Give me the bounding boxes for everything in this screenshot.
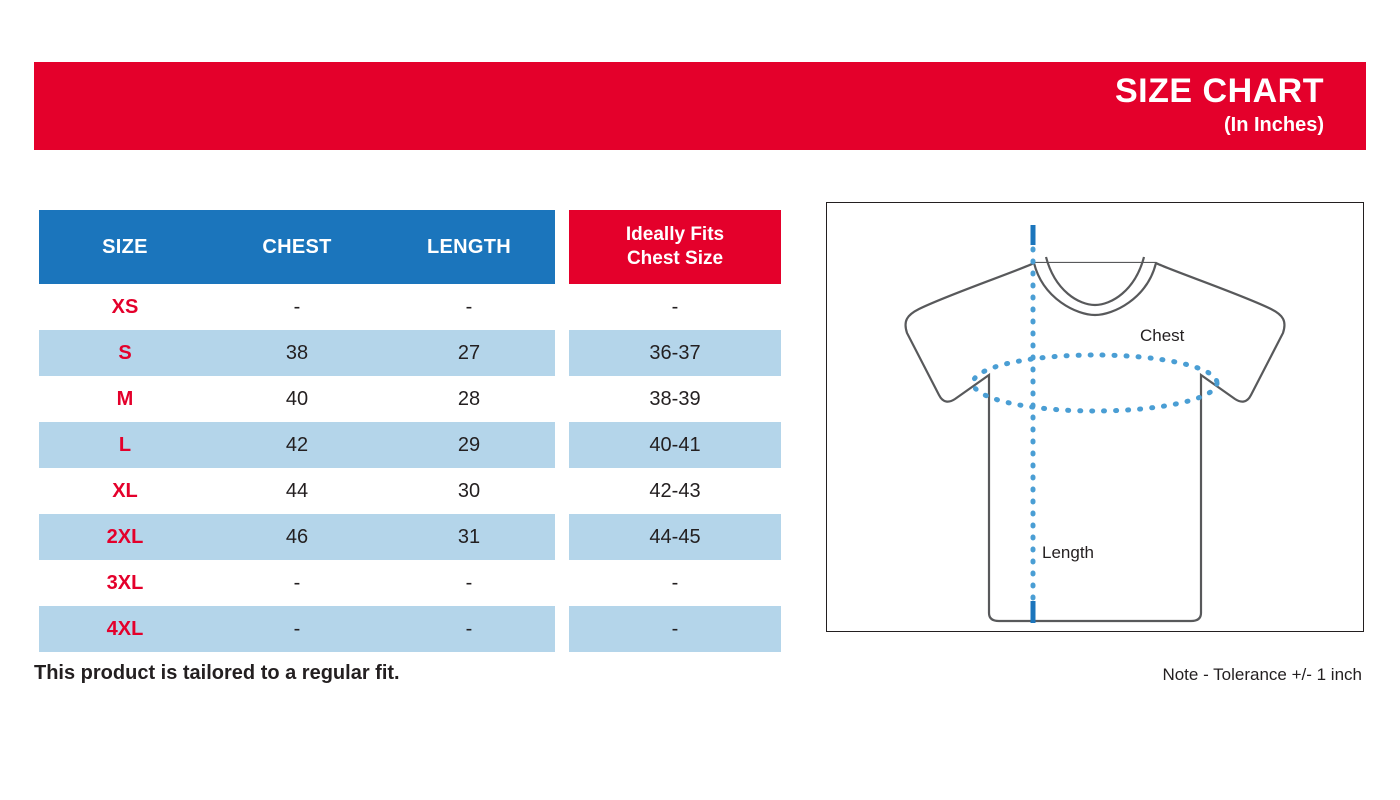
cell-chest: 38	[211, 330, 383, 376]
table-row	[39, 606, 555, 652]
cell-size: XS	[39, 284, 211, 330]
cell-length: 28	[383, 376, 555, 422]
cell-length: 29	[383, 422, 555, 468]
cell-fits-chest: 40-41	[569, 422, 781, 468]
cell-size: 2XL	[39, 514, 211, 560]
column-header-size: SIZE	[39, 210, 211, 284]
cell-fits-chest: 36-37	[569, 330, 781, 376]
table-row	[569, 468, 781, 514]
cell-size: S	[39, 330, 211, 376]
chest-label: Chest	[1140, 326, 1185, 345]
fits-header-row	[569, 210, 781, 284]
table-row	[569, 514, 781, 560]
table-row	[39, 376, 555, 422]
length-label: Length	[1042, 543, 1094, 562]
table-row	[569, 422, 781, 468]
cell-length: 30	[383, 468, 555, 514]
tshirt-illustration-panel	[826, 202, 1364, 632]
cell-chest: 46	[211, 514, 383, 560]
column-header-ideally-fits	[569, 210, 781, 284]
table-row	[39, 330, 555, 376]
cell-length: -	[383, 560, 555, 606]
fits-header-line1: Ideally Fits	[625, 224, 725, 246]
cell-chest: -	[211, 606, 383, 652]
cell-length: 27	[383, 330, 555, 376]
table-header-row	[39, 210, 555, 284]
ideally-fits-table	[569, 210, 781, 652]
tshirt-diagram-icon	[827, 203, 1363, 631]
table-row	[569, 284, 781, 330]
column-header-length: LENGTH	[383, 210, 555, 284]
table-row	[39, 422, 555, 468]
cell-fits-chest: 44-45	[569, 514, 781, 560]
tshirt-body-outline	[906, 263, 1285, 621]
cell-fits-chest: -	[569, 284, 781, 330]
cell-fits-chest: -	[569, 606, 781, 652]
cell-length: 31	[383, 514, 555, 560]
table-row	[39, 284, 555, 330]
cell-size: L	[39, 422, 211, 468]
cell-length: -	[383, 284, 555, 330]
tolerance-note: Note - Tolerance +/- 1 inch	[1162, 665, 1362, 684]
table-row	[39, 560, 555, 606]
cell-chest: 40	[211, 376, 383, 422]
fit-note: This product is tailored to a regular fit.	[34, 662, 400, 684]
cell-size: 3XL	[39, 560, 211, 606]
fits-header-line2: Chest Size	[626, 248, 724, 269]
cell-chest: -	[211, 284, 383, 330]
table-row	[569, 606, 781, 652]
cell-chest: 44	[211, 468, 383, 514]
table-row	[569, 376, 781, 422]
page-title: SIZE CHART	[1115, 72, 1324, 111]
size-measurements-table	[39, 210, 555, 652]
cell-length: -	[383, 606, 555, 652]
page-subtitle: (In Inches)	[1223, 113, 1324, 136]
cell-size: 4XL	[39, 606, 211, 652]
cell-size: XL	[39, 468, 211, 514]
table-row	[39, 514, 555, 560]
cell-fits-chest: 38-39	[569, 376, 781, 422]
table-row	[569, 330, 781, 376]
table-row	[569, 560, 781, 606]
cell-fits-chest: 42-43	[569, 468, 781, 514]
cell-size: M	[39, 376, 211, 422]
cell-chest: 42	[211, 422, 383, 468]
header-banner	[34, 62, 1366, 150]
column-header-chest: CHEST	[211, 210, 383, 284]
cell-chest: -	[211, 560, 383, 606]
table-row	[39, 468, 555, 514]
cell-fits-chest: -	[569, 560, 781, 606]
